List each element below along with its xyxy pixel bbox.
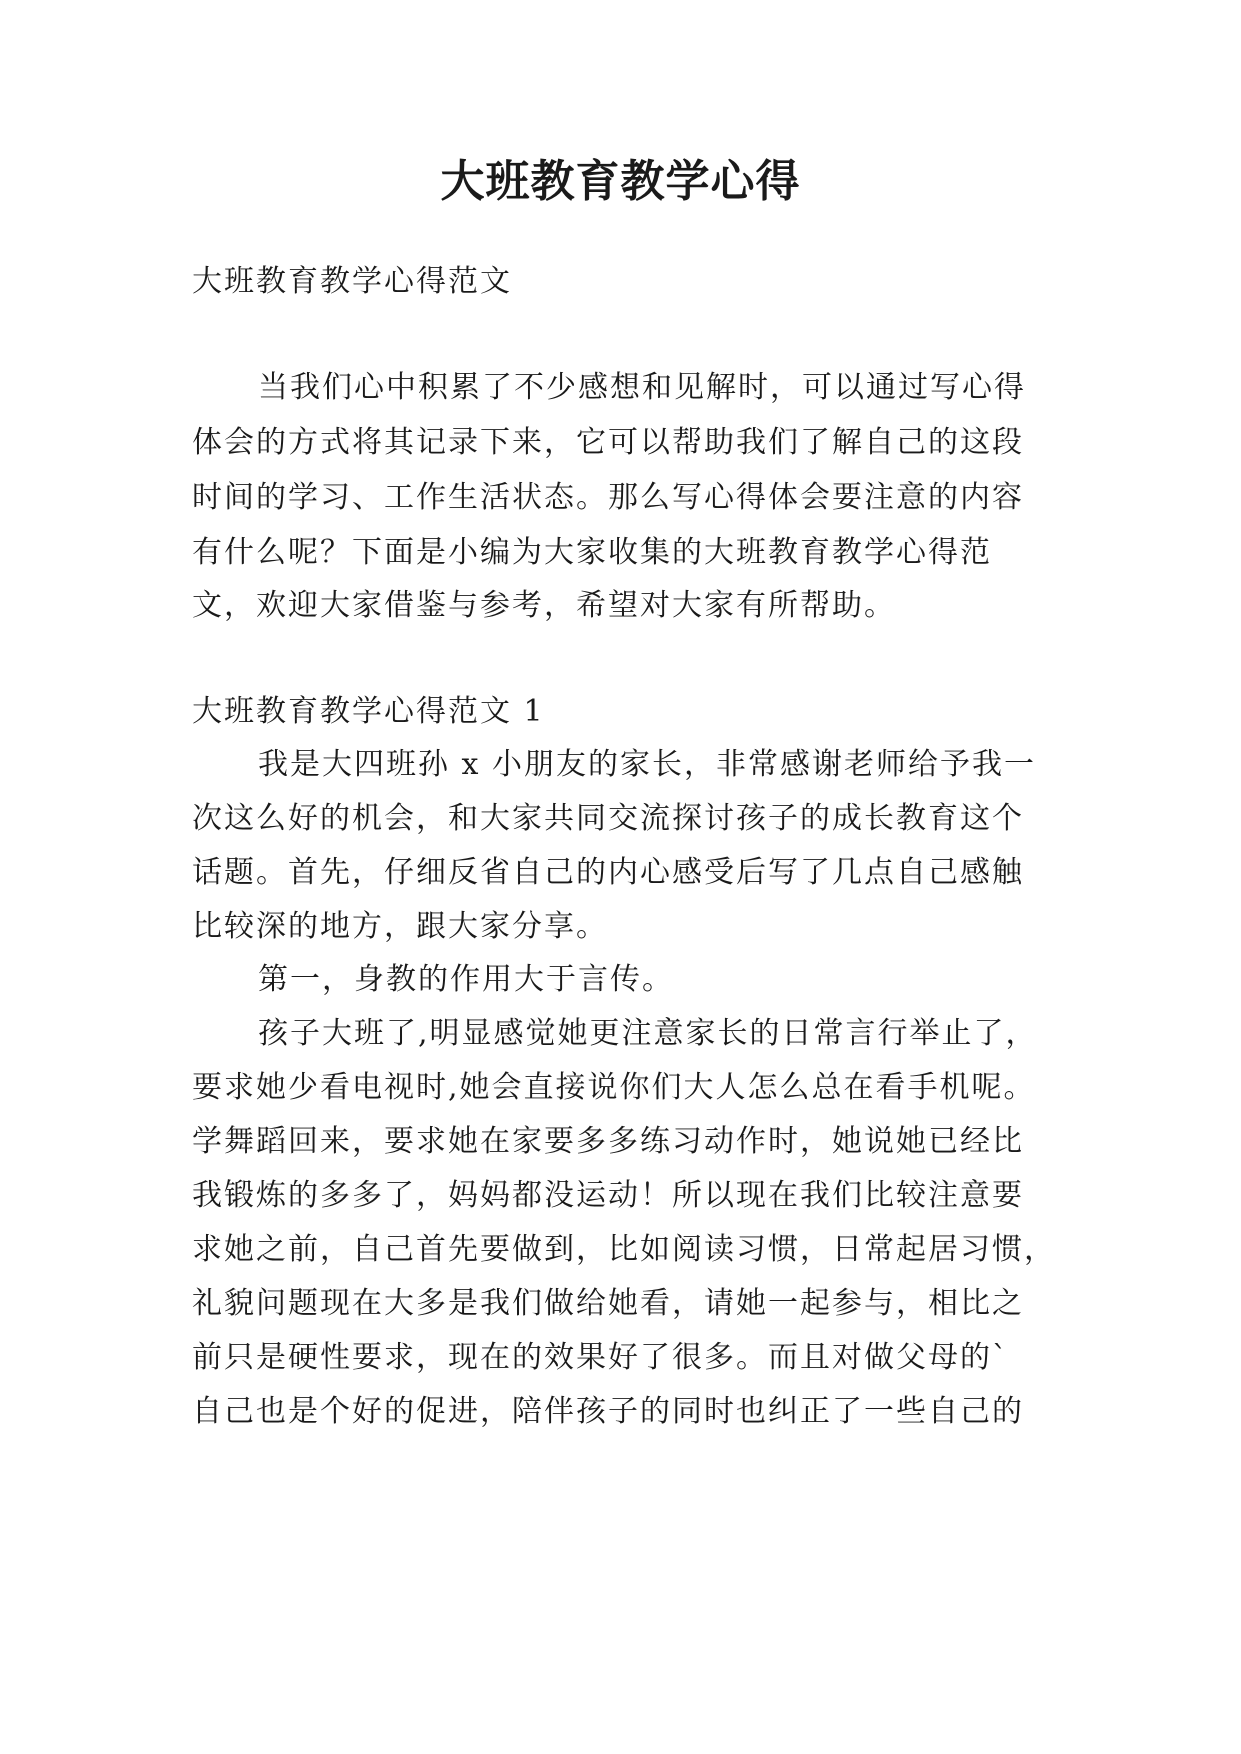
- intro-line: 时间的学习、工作生活状态。那么写心得体会要注意的内容: [192, 480, 1024, 515]
- section-paragraph-line: 孩子大班了,明显感觉她更注意家长的日常言行举止了，: [258, 1016, 1038, 1051]
- intro-line: 有什么呢？下面是小编为大家收集的大班教育教学心得范: [192, 535, 992, 570]
- section-paragraph-line: 自己也是个好的促进，陪伴孩子的同时也纠正了一些自己的: [192, 1394, 1024, 1429]
- section-paragraph-line: 比较深的地方，跟大家分享。: [192, 909, 608, 944]
- section-paragraph-line: 次这么好的机会，和大家共同交流探讨孩子的成长教育这个: [192, 801, 1024, 836]
- document-subtitle: 大班教育教学心得范文: [192, 264, 512, 299]
- section-paragraph-line: 我是大四班孙 x 小朋友的家长，非常感谢老师给予我一: [258, 747, 1036, 782]
- section-paragraph-line: 礼貌问题现在大多是我们做给她看，请她一起参与，相比之: [192, 1286, 1024, 1321]
- section-paragraph-line: 我锻炼的多多了，妈妈都没运动！所以现在我们比较注意要: [192, 1178, 1024, 1213]
- section-paragraph-line: 话题。首先，仔细反省自己的内心感受后写了几点自己感触: [192, 855, 1024, 890]
- section-paragraph-line: 前只是硬性要求，现在的效果好了很多。而且对做父母的`: [192, 1340, 1009, 1375]
- intro-line: 体会的方式将其记录下来，它可以帮助我们了解自己的这段: [192, 425, 1024, 460]
- intro-line: 当我们心中积累了不少感想和见解时，可以通过写心得: [258, 370, 1026, 405]
- intro-line: 文，欢迎大家借鉴与参考，希望对大家有所帮助。: [192, 588, 896, 623]
- section-heading: 大班教育教学心得范文 1: [192, 694, 545, 729]
- section-paragraph-line: 要求她少看电视时,她会直接说你们大人怎么总在看手机呢。: [192, 1070, 1036, 1105]
- section-paragraph-line: 求她之前，自己首先要做到，比如阅读习惯，日常起居习惯，: [192, 1232, 1056, 1267]
- section-paragraph-line: 第一，身教的作用大于言传。: [258, 962, 674, 997]
- document-title: 大班教育教学心得: [440, 156, 801, 207]
- section-paragraph-line: 学舞蹈回来，要求她在家要多多练习动作时，她说她已经比: [192, 1124, 1024, 1159]
